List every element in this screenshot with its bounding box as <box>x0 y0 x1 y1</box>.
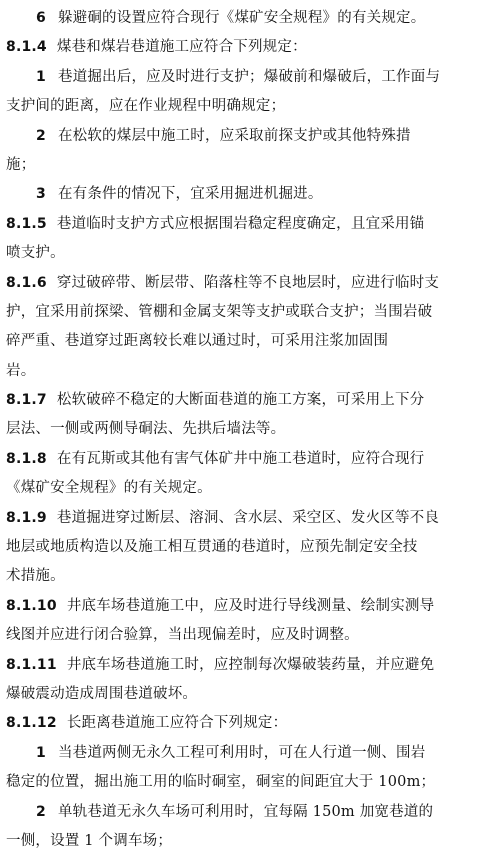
clause-line <box>6 210 489 239</box>
continuation-line <box>6 415 489 444</box>
line-text: 《煤矿安全规程》的有关规定。 <box>6 480 212 497</box>
line-text: 在松软的煤层中施工时，应采取前探支护或其他特殊措 <box>57 127 411 144</box>
continuation-line <box>6 827 489 856</box>
continuation-line <box>6 533 489 562</box>
line-text: 躲避硐的设置应符合现行《煤矿安全规程》的有关规定。 <box>57 10 426 26</box>
clause-number: 8.1.7 <box>6 392 47 409</box>
clause-number: 8.1.6 <box>6 274 47 291</box>
sub-item-line <box>6 180 489 209</box>
clause-line <box>6 445 489 474</box>
line-text: 井底车场巷道施工中，应及时进行导线测量、绘制实测导 <box>66 597 435 614</box>
item-number: 1 <box>36 68 46 85</box>
continuation-line <box>6 621 489 650</box>
line-text: 岩。 <box>6 362 36 379</box>
line-text: 松软破碎不稳定的大断面巷道的施工方案，可采用上下分 <box>56 392 425 409</box>
continuation-line <box>6 562 489 591</box>
clause-line <box>6 651 489 680</box>
sub-item-line <box>6 63 489 92</box>
continuation-line <box>6 151 489 180</box>
item-number: 2 <box>36 803 46 820</box>
clause-line <box>6 504 489 533</box>
line-text: 施； <box>6 156 36 173</box>
document-body <box>6 4 489 856</box>
clause-line <box>6 592 489 621</box>
continuation-line <box>6 298 489 327</box>
continuation-line <box>6 92 489 121</box>
line-text: 碎严重、巷道穿过距离较长难以通过时，可采用注浆加固围 <box>6 333 389 350</box>
line-text: 穿过破碎带、断层带、陷落柱等不良地层时，应进行临时支 <box>56 274 440 291</box>
line-text: 在有条件的情况下，宜采用掘进机掘进。 <box>57 186 323 203</box>
clause-number: 8.1.9 <box>6 509 47 526</box>
line-text: 当巷道两侧无永久工程可利用时，可在人行道一侧、围岩 <box>57 744 426 761</box>
clause-number: 8.1.11 <box>6 656 57 673</box>
continuation-line <box>6 474 489 503</box>
line-text: 井底车场巷道施工时，应控制每次爆破装药量，并应避免 <box>66 656 435 673</box>
line-text: 稳定的位置，掘出施工用的临时硐室，硐室的间距宜大于 100m； <box>6 774 436 791</box>
line-text: 线图并应进行闭合验算，当出现偏差时，应及时调整。 <box>6 627 359 644</box>
line-text: 一侧，设置 1 个调车场； <box>6 832 173 849</box>
clause-number: 8.1.12 <box>6 715 57 732</box>
continuation-line <box>6 239 489 268</box>
continuation-line <box>6 357 489 386</box>
continuation-line <box>6 680 489 709</box>
line-text: 层法、一侧或两侧导硐法、先拱后墙法等。 <box>6 421 286 438</box>
line-text: 喷支护。 <box>6 245 65 262</box>
line-text: 巷道掘出后，应及时进行支护；爆破前和爆破后，工作面与 <box>57 68 441 85</box>
line-text: 术措施。 <box>6 568 65 585</box>
clause-number: 8.1.10 <box>6 597 57 614</box>
sub-item-line <box>6 4 489 33</box>
clause-line <box>6 33 489 62</box>
sub-item-line <box>6 739 489 768</box>
line-text: 煤巷和煤岩巷道施工应符合下列规定： <box>56 39 307 56</box>
clause-line <box>6 709 489 738</box>
continuation-line <box>6 768 489 797</box>
clause-number: 8.1.8 <box>6 450 47 467</box>
line-text: 地层或地质构造以及施工相互贯通的巷道时，应预先制定安全技 <box>6 539 418 556</box>
line-text: 巷道掘进穿过断层、溶洞、含水层、采空区、发火区等不良 <box>56 509 440 526</box>
line-text: 单轨巷道无永久车场可利用时，宜每隔 150m 加宽巷道的 <box>57 803 434 820</box>
line-text: 爆破震动造成周围巷道破坏。 <box>6 685 198 702</box>
clause-line <box>6 386 489 415</box>
item-number: 6 <box>36 10 46 26</box>
line-text: 支护间的距离，应在作业规程中明确规定； <box>6 98 286 115</box>
continuation-line <box>6 327 489 356</box>
line-text: 护，宜采用前探梁、管棚和金属支架等支护或联合支护；当围岩破 <box>6 303 433 320</box>
clause-number: 8.1.4 <box>6 39 47 56</box>
sub-item-line <box>6 798 489 827</box>
line-text: 长距离巷道施工应符合下列规定： <box>66 715 288 732</box>
item-number: 1 <box>36 744 46 761</box>
sub-item-line <box>6 122 489 151</box>
line-text: 巷道临时支护方式应根据围岩稳定程度确定，且宜采用锚 <box>56 215 425 232</box>
line-text: 在有瓦斯或其他有害气体矿井中施工巷道时，应符合现行 <box>56 450 425 467</box>
clause-line <box>6 269 489 298</box>
clause-number: 8.1.5 <box>6 215 47 232</box>
item-number: 2 <box>36 127 46 144</box>
item-number: 3 <box>36 186 46 203</box>
